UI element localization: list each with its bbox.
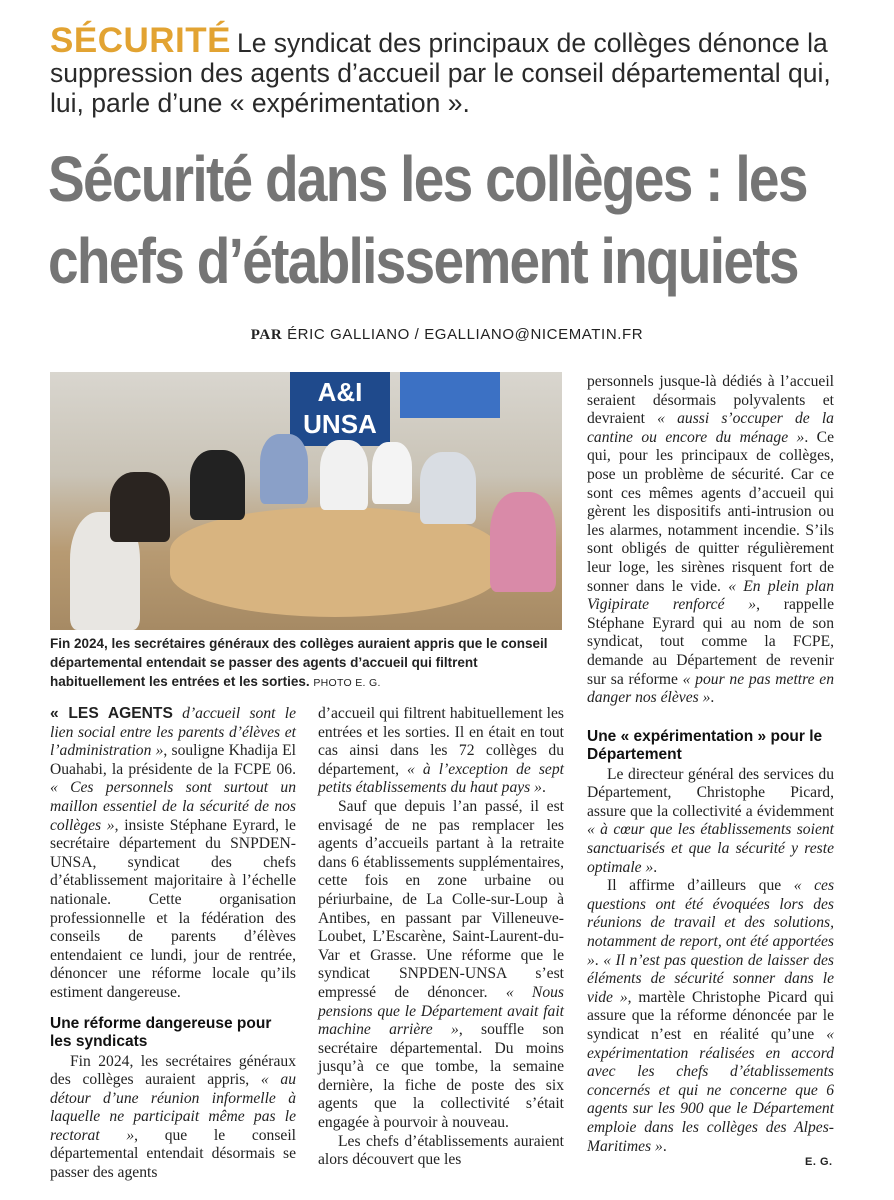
photo-caption [50,634,570,693]
photo-person [490,492,556,592]
meeting-photo [50,372,562,630]
text: . [594,951,604,969]
paragraph [587,877,834,1156]
quote: « à cœur que les établissements soient sanctuarisés et que la sécurité y reste optimale » [587,821,834,876]
byline-author: ÉRIC GALLIANO / EGALLIANO@NICEMATIN.FR [287,326,644,343]
text: , rappelle Stéphane Eyrard qui au nom de son syndicat, tout comme la FCPE, demande au Département de revenir sur sa réforme [587,596,835,688]
byline-par: PAR [250,327,283,343]
text: , souligne Khadija El Ouahabi, la présidente de la FCPE 06. [50,742,297,778]
photo-credit: PHOTO E. G. [313,677,381,689]
quote: « Nous pensions que le Département avait fait machine arrière » [318,983,564,1039]
paragraph [318,798,564,1133]
text: personnels jusque-là dédiés à l’accueil seraient désormais polyvalents et devraient [587,373,834,428]
signature: E. G. [805,1156,833,1168]
text: Sauf que depuis l’an passé, il est envisagé de ne pas remplacer les agents d’accueils partant à la retraite dans 6 établissements supplémentaires, cette fois en zone urbaine ou périurbaine, de La Colle-sur-Loup à Antibes, en passant par Villeneuve-Loubet, L’Escarène, Saint-Laurent-du-Var et Grasse. Une réforme que le syndicat SNPDEN-UNSA s’est empressé de dénoncer. [318,797,564,1001]
kicker [50,21,850,118]
column-1 [50,705,296,1183]
kicker-text: Le syndicat des principaux de collèges dénonce la suppression des agents d’accueil par le conseil départemental qui, lui, parle d’une « expérimentation ». [50,28,831,118]
text: , souffle son secrétaire départemental. Du moins jusqu’à ce que tombe, la semaine dernière, la fiche de poste des six agents que la collectivité s’était engagée à pourvoir à nouveau. [318,1021,564,1132]
quote: d’accueil sont le lien social entre les parents d’élèves et l’administration » [50,705,296,760]
photo-person [260,434,308,504]
paragraph [50,705,296,1003]
quote: « expérimentation réalisées en accord avec les chefs d’établissements concernés et qui ne concerne que 6 agents sur les 900 que le Département emploie dans les collèges des Alpes-Maritimes » [587,1026,834,1155]
subheading: Une réforme dangereuse pour les syndicats [50,1014,272,1050]
quote: « ces questions ont été évoquées lors des réunions de travail et des solutions, notamment de report, ont été apportées » [587,877,835,969]
text: . [541,779,546,797]
text: , que le conseil départemental entendait désormais se passer des agents [50,1126,296,1182]
text: . [662,1137,667,1155]
text: . Ce qui, pour les principaux de collèges, pose un problème de sécurité. Car ce sont ces mêmes agents d’accueil qui gèrent les dispositifs anti-intrusion ou les alarmes, notamment incendie. S’ils sont obligés de quitter régulièrement leur loge, les sirènes risquent fort de sonner dans le vide. [587,428,835,595]
photo-person [420,452,476,524]
subheading: Une « expérimentation » pour le Département [587,727,823,763]
text: , martèle Christophe Picard qui assure que la réforme dénoncée par le syndicat n’est en réalité qu’une [587,988,834,1043]
column-3 [587,373,834,1156]
lead-in: « LES AGENTS [50,705,173,722]
headline-line-1: Sécurité dans les collèges : les [48,143,807,215]
quote: « En plein plan Vigipirate renforcé » [587,577,835,614]
quote: « aussi s’occuper de la cantine ou encore du ménage » [587,410,834,446]
text: Fin 2024, les secrétaires généraux des collèges auraient appris, [50,1052,296,1089]
text: Le directeur général des services du Département, Christophe Picard, assure que la collectivité a évidemment [587,765,834,820]
text: . [653,858,658,876]
caption-text: Fin 2024, les secrétaires généraux des collèges auraient appris que le conseil départemental entendait se passer des agents d’accueil qui filtrent habituellement les entrées et les sorties. [50,636,548,689]
paragraph [587,373,834,708]
quote: « à l’exception de sept petits établissements du haut pays » [318,760,564,797]
kicker-tag: SÉCURITÉ [50,21,231,60]
text: d’accueil qui filtrent habituellement les entrées et les sorties. Il en était en tout cas ainsi dans les 72 collèges du département, [318,705,564,778]
text: Il affirme d’ailleurs que [607,877,794,895]
quote: « Il n’est pas question de laisser des éléments de sécurité sonner dans le vide » [587,951,834,1006]
photo-banner: A&I UNSA [290,372,390,446]
text: . [710,689,715,707]
headline [48,138,807,302]
photo-person [110,472,170,542]
quote: « pour ne pas mettre en danger nos élèves » [587,670,834,707]
photo-banner-blue [400,372,500,418]
quote: « Ces personnels sont surtout un maillon essentiel de la sécurité de nos collèges » [50,779,296,834]
photo-person [190,450,245,520]
quote: « au détour d’une réunion informelle à laquelle ne participait même pas le rectorat » [50,1071,296,1144]
column-2 [318,705,564,1170]
paragraph [318,705,564,798]
byline [0,326,894,344]
photo-person [320,440,368,510]
paragraph [587,766,834,878]
paragraph [50,1053,296,1183]
photo-person [372,442,412,504]
text: , insiste Stéphane Eyrard, le secrétaire département du SNPDEN-UNSA, syndicat des chefs d’établissement majoritaire à l’échelle nationale. Cette organisation professionnelle et la fédération des conseils de parents d’élèves entendaient ce lundi, jour de rentrée, dénoncer une réforme locale qu’ils estiment dangereuse. [50,816,296,1001]
headline-line-2: chefs d’établissement inquiets [48,225,798,297]
paragraph: Les chefs d’établissements auraient alors découvert que les [318,1132,564,1169]
